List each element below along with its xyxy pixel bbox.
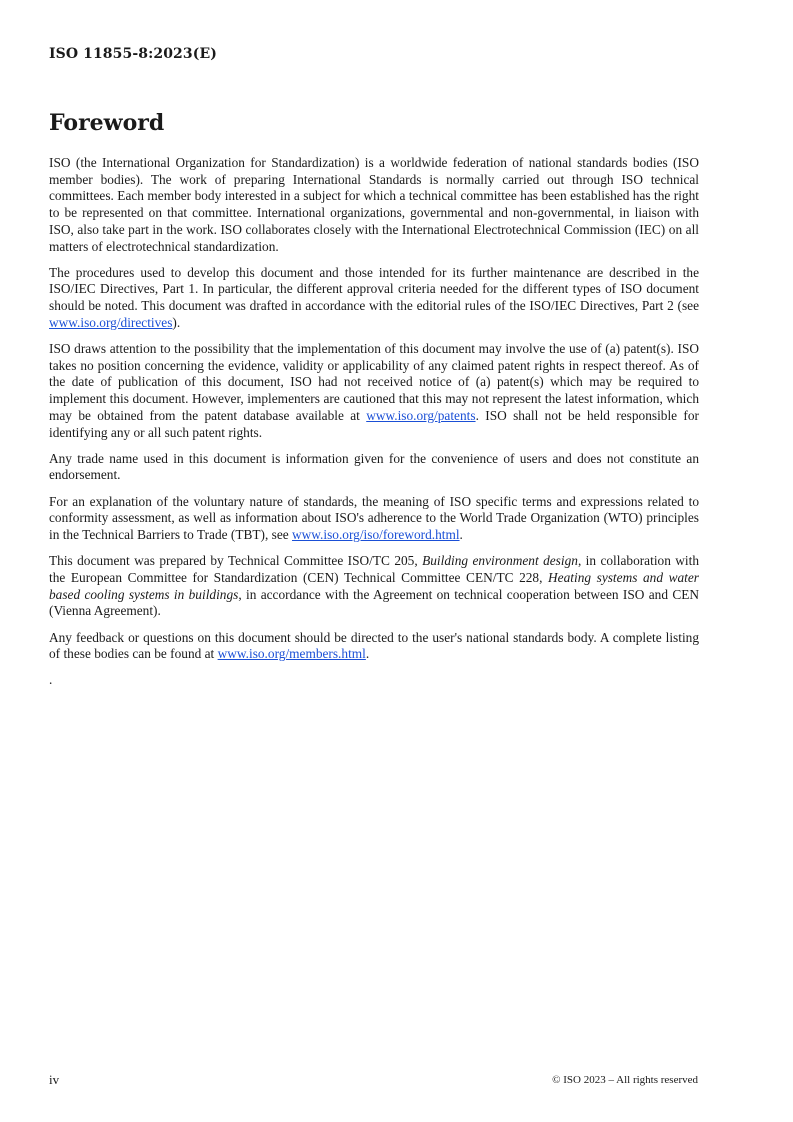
paragraph-text: . ISO shall not be held responsible for identifying any or all such patent rights. [49,407,699,440]
page-title: Foreword [49,110,165,136]
paragraph-text: This document was prepared by Technical Committee ISO/TC 205, [49,553,423,569]
paragraph-text: Any feedback or questions on this document should be directed to the user's national standards body. A complete listing of these bodies can be found at [49,629,699,662]
paragraph-patents [49,341,699,441]
link-foreword[interactable]: www.iso.org/iso/foreword.html [292,527,460,543]
link-directives[interactable]: www.iso.org/directives [49,314,173,330]
paragraph-text: ). [172,314,181,330]
paragraph-trade-name: Any trade name used in this document is information given for the convenience of users and does not constitute an endorsement. [49,450,699,483]
paragraph-text: For an explanation of the voluntary nature of standards, the meaning of ISO specific terms and expressions related to conformity assessment, as well as information about ISO's adherence to the World Trade Organization (WTO) principles in the Technical Barriers to Trade (TBT), see [49,493,699,543]
paragraph-committee [49,553,699,620]
paragraph-text: . [365,646,370,662]
committee-title-italic: Building environment design [422,553,578,569]
paragraph-text: The procedures used to develop this document and those intended for its further maintenance are described in the ISO/IEC Directives, Part 1. In particular, the different approval criteria needed for the different types of ISO document should be noted. This document was drafted in accordance with the editorial rules of the ISO/IEC Directives, Part 2 (see [49,264,699,314]
paragraph-voluntary-nature [49,494,699,544]
paragraph-feedback [49,630,699,663]
paragraph-text: , in collaboration with the European Committee for Standardization (CEN) Technical Committee CEN/TC 228, [49,553,699,585]
link-members[interactable]: www.iso.org/members.html [217,646,366,662]
paragraph-iso-intro: ISO (the International Organization for Standardization) is a worldwide federation of national standards bodies (ISO member bodies). The work of preparing International Standards is normally carried out through ISO technical committees. Each member body interested in a subject for which a technical committee has been established has the right to be represented on that committee. International organizations, governmental and non-governmental, in liaison with ISO, also take part in the work. ISO collaborates closely with the International Electrotechnical Commission (IEC) on all matters of electrotechnical standardization. [49,155,699,254]
document-id: ISO 11855-8:2023(E) [49,46,217,62]
cen-committee-title-italic: Heating systems and water based cooling systems in buildings [49,569,699,602]
paragraph-text: . [459,527,463,543]
link-patents[interactable]: www.iso.org/patents [366,407,476,423]
trailing-dot: . [49,672,53,688]
foreword-body [49,155,699,699]
paragraph-procedures [49,265,699,332]
copyright-notice: © ISO 2023 – All rights reserved [552,1074,698,1086]
paragraph-text: , in accordance with the Agreement on technical cooperation between ISO and CEN (Vienna Agreement). [49,586,700,619]
paragraph-text: ISO draws attention to the possibility that the implementation of this document may involve the use of (a) patent(s). ISO takes no position concerning the evidence, validity or applicability of any claimed patent rights in respect thereof. As of the date of publication of this document, ISO had not received notice of (a) patent(s) which may be required to implement this document. However, implementers are cautioned that this may not represent the latest information, which may be obtained from the patent database available at [49,341,699,423]
page-number: iv [49,1072,60,1087]
